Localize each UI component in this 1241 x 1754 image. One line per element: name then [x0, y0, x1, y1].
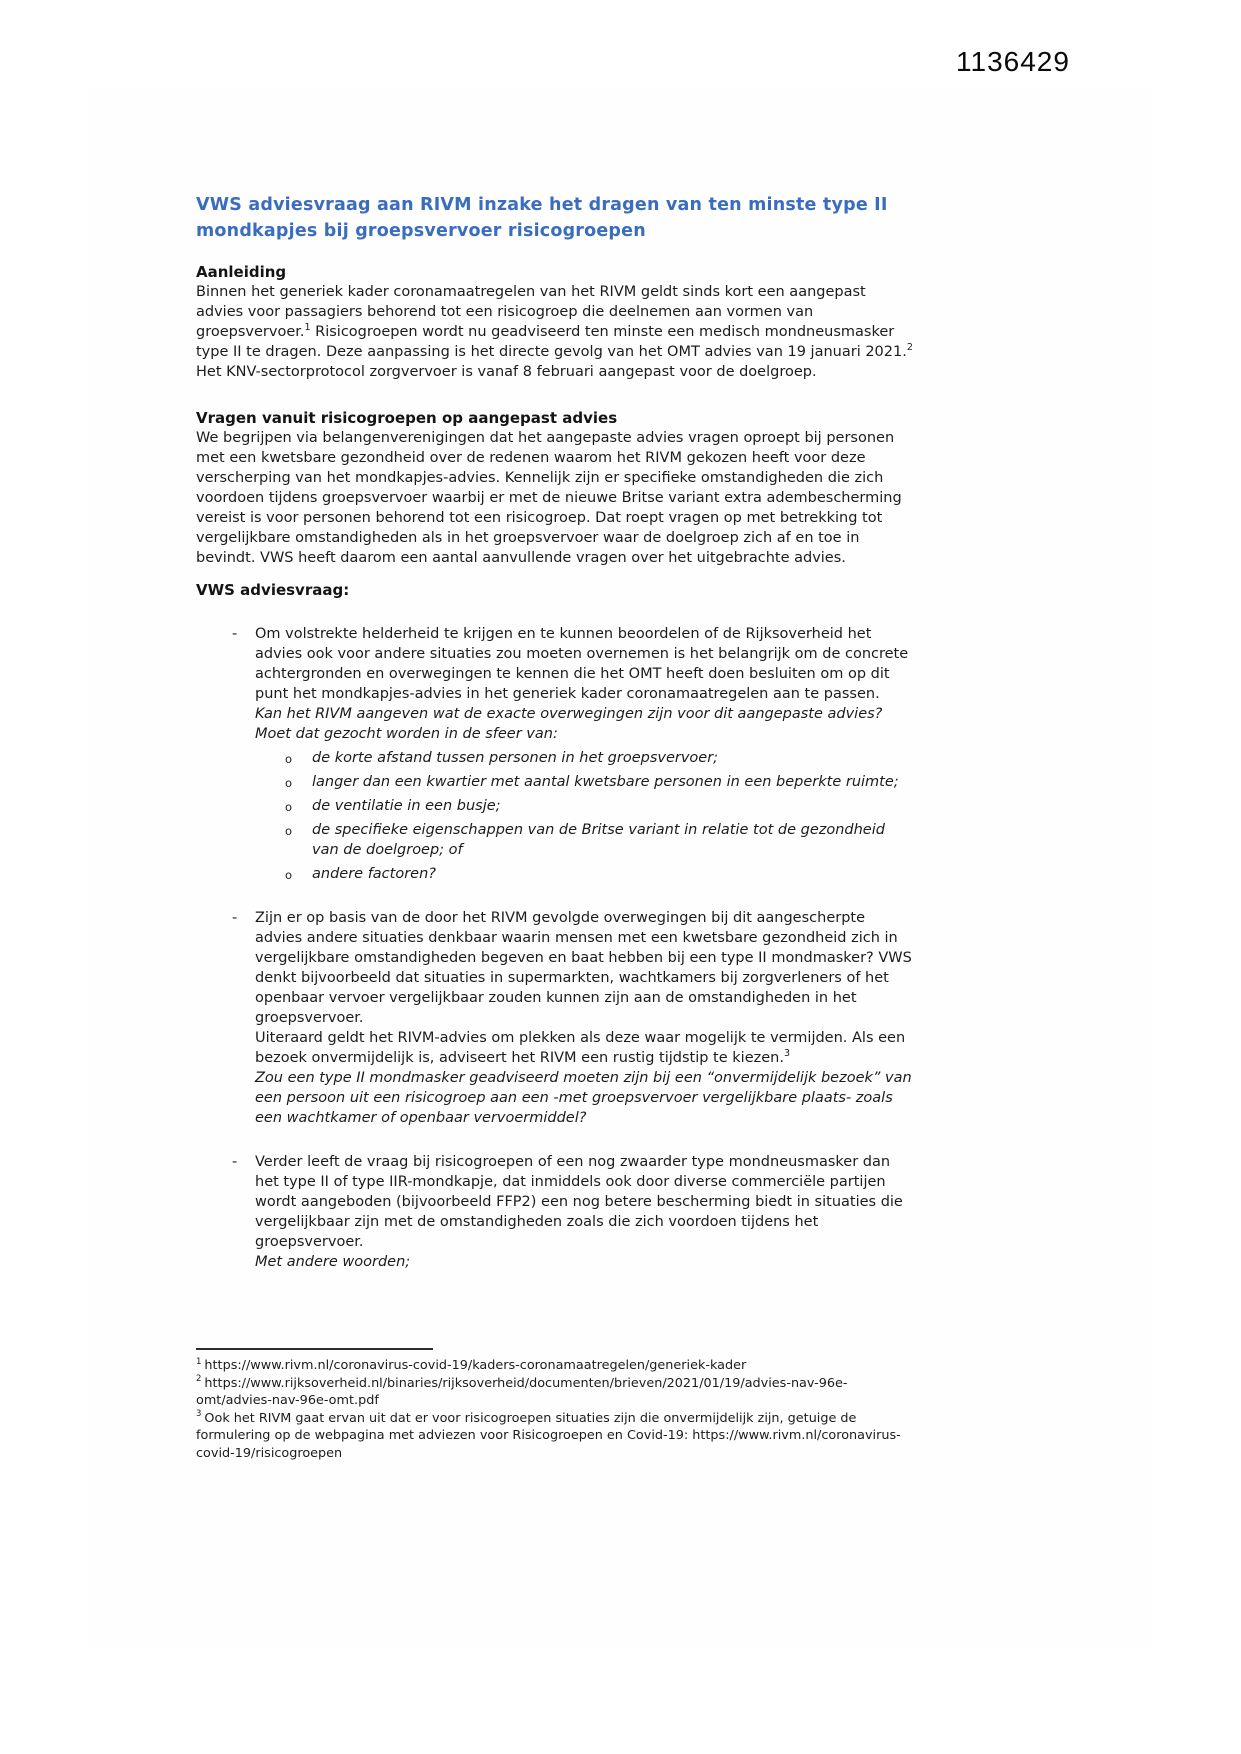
bullet-dash-marker: -	[232, 1154, 238, 1170]
footnote-ref-3: 3	[783, 1048, 790, 1060]
document-number: 1136429	[956, 46, 1070, 77]
bullet-dash-marker: -	[232, 626, 238, 642]
sub-bullet-item	[255, 772, 913, 792]
section-aanleiding	[196, 262, 913, 382]
footnote-1-number: 1	[196, 1356, 202, 1367]
adviesvraag-heading: VWS adviesvraag:	[196, 581, 350, 599]
vragen-heading: Vragen vanuit risicogroepen op aangepast advies	[196, 409, 618, 427]
sub-bullet-text: de ventilatie in een busje;	[312, 798, 501, 814]
aanleiding-text-2: Risicogroepen wordt nu geadviseerd ten minste een medisch mondneusmasker type II te dragen. Deze aanpassing is het directe gevolg van het OMT advies van 19 januari 2021.	[196, 324, 907, 360]
document-content	[196, 192, 913, 1272]
section-adviesvraag	[196, 580, 913, 1272]
footnote-3-text: Ook het RIVM gaat ervan uit dat er voor risicogroepen situaties zijn die onvermijdelijk zijn, getuige de formulering op de webpagina met adviezen voor Risicogroepen en Covid-19: https://www.rivm.nl/coronavirus-covid-19/risicogroepen	[196, 1410, 901, 1461]
bullet2-text-b-body: Uiteraard geldt het RIVM-advies om plekken als deze waar mogelijk te vermijden. Als een bezoek onvermijdelijk is, adviseert het RIVM een rustig tijdstip te kiezen.	[255, 1030, 906, 1066]
sub-bullet-marker: o	[285, 752, 293, 766]
aanleiding-text-3: Het KNV-sectorprotocol zorgvervoer is vanaf 8 februari aangepast voor de doelgroep.	[196, 364, 817, 380]
sub-bullet-item	[255, 748, 913, 768]
footnote-3-number: 3	[196, 1409, 202, 1420]
sub-bullet-marker: o	[285, 824, 293, 838]
sub-bullet-item	[255, 820, 913, 860]
sub-bullet-text: de korte afstand tussen personen in het groepsvervoer;	[312, 750, 719, 766]
sub-bullet-text: langer dan een kwartier met aantal kwetsbare personen in een beperkte ruimte;	[312, 774, 899, 790]
footnote-separator-rule	[196, 1348, 433, 1350]
footnote-1	[196, 1357, 916, 1375]
footnote-1-text: https://www.rivm.nl/coronavirus-covid-19/kaders-coronamaatregelen/generiek-kader	[204, 1358, 747, 1373]
sub-bullet-item	[255, 796, 913, 816]
footnote-ref-2: 2	[906, 342, 913, 354]
bullet3-question: Met andere woorden;	[255, 1254, 411, 1270]
section-vragen	[196, 408, 913, 568]
footnotes-block	[196, 1348, 916, 1462]
sub-bullet-marker: o	[285, 868, 293, 882]
sub-bullet-text: de specifieke eigenschappen van de Britse variant in relatie tot de gezondheid van de doelgroep; of	[312, 822, 885, 858]
footnote-2-number: 2	[196, 1374, 202, 1385]
footnote-3	[196, 1410, 916, 1463]
aanleiding-text-1: Binnen het generiek kader coronamaatregelen van het RIVM geldt sinds kort een aangepast advies voor passagiers behorend tot een risicogroep die deelnemen aan vormen van groepsvervoer.	[196, 284, 866, 340]
sub-bullet-marker: o	[285, 800, 293, 814]
aanleiding-heading: Aanleiding	[196, 263, 287, 281]
bullet-dash-marker: -	[232, 910, 238, 926]
vragen-paragraph: We begrijpen via belangenverenigingen dat het aangepaste advies vragen oproept bij personen met een kwetsbare gezondheid over de redenen waarom het RIVM gekozen heeft voor deze verscherping van het mondkapjes-advies. Kennelijk zijn er specifieke omstandigheden die zich voordoen tijdens groepsvervoer waarbij er met de nieuwe Britse variant extra adembescherming vereist is voor personen behorend tot een risicogroep. Dat roept vragen op met betrekking tot vergelijkbare omstandigheden als in het groepsvervoer waar de doelgroep zich af en toe in bevindt. VWS heeft daarom een aantal aanvullende vragen over het uitgebrachte advies.	[196, 430, 902, 566]
adviesvraag-bullet-list	[196, 624, 913, 1272]
bullet1-text: Om volstrekte helderheid te krijgen en te kunnen beoordelen of de Rijksoverheid het advies ook voor andere situaties zou moeten overnemen is het belangrijk om de concrete achtergronden en overwegingen te kennen die het OMT heeft doen besluiten om op dit punt het mondkapjes-advies in het generiek kader coronamaatregelen aan te passen.	[255, 626, 909, 702]
footnote-2	[196, 1375, 916, 1410]
footnote-ref-1: 1	[304, 322, 311, 334]
aanleiding-paragraph	[196, 282, 913, 382]
bullet2-text-a: Zijn er op basis van de door het RIVM gevolgde overwegingen bij dit aangescherpte advies andere situaties denkbaar waarin mensen met een kwetsbare gezondheid zich in vergelijkbare omstandigheden begeven en baat hebben bij een type II mondmasker? VWS denkt bijvoorbeeld dat situaties in supermarkten, wachtkamers bij zorgverleners of het openbaar vervoer vergelijkbaar zouden kunnen zijn aan de omstandigheden in het groepsvervoer.	[255, 910, 912, 1026]
sub-bullet-item	[255, 864, 913, 884]
bullet-item-1	[196, 624, 913, 884]
sub-bullet-marker: o	[285, 776, 293, 790]
document-title: VWS adviesvraag aan RIVM inzake het dragen van ten minste type II mondkapjes bij groepsvervoer risicogroepen	[196, 195, 888, 241]
bullet2-text-b	[255, 1028, 913, 1068]
footnote-2-text: https://www.rijksoverheid.nl/binaries/rijksoverheid/documenten/brieven/2021/01/19/advies-nav-96e-omt/advies-nav-96e-omt.pdf	[196, 1375, 848, 1408]
bullet-item-3	[196, 1152, 913, 1272]
bullet1-question: Kan het RIVM aangeven wat de exacte overwegingen zijn voor dit aangepaste advies? Moet dat gezocht worden in de sfeer van:	[255, 706, 883, 742]
bullet2-question: Zou een type II mondmasker geadviseerd moeten zijn bij een “onvermijdelijk bezoek” van een persoon uit een risicogroep aan een -met groepsvervoer vergelijkbare plaats- zoals een wachtkamer of openbaar vervoermiddel?	[255, 1070, 912, 1126]
sub-bullet-text: andere factoren?	[312, 866, 436, 882]
bullet3-text: Verder leeft de vraag bij risicogroepen of een nog zwaarder type mondneusmasker dan het type II of type IIR-mondkapje, dat inmiddels ook door diverse commerciële partijen wordt aangeboden (bijvoorbeeld FFP2) een nog betere bescherming biedt in situaties die vergelijkbaar zijn met de omstandigheden zoals die zich voordoen tijdens het groepsvervoer.	[255, 1154, 903, 1250]
bullet-item-2	[196, 908, 913, 1128]
